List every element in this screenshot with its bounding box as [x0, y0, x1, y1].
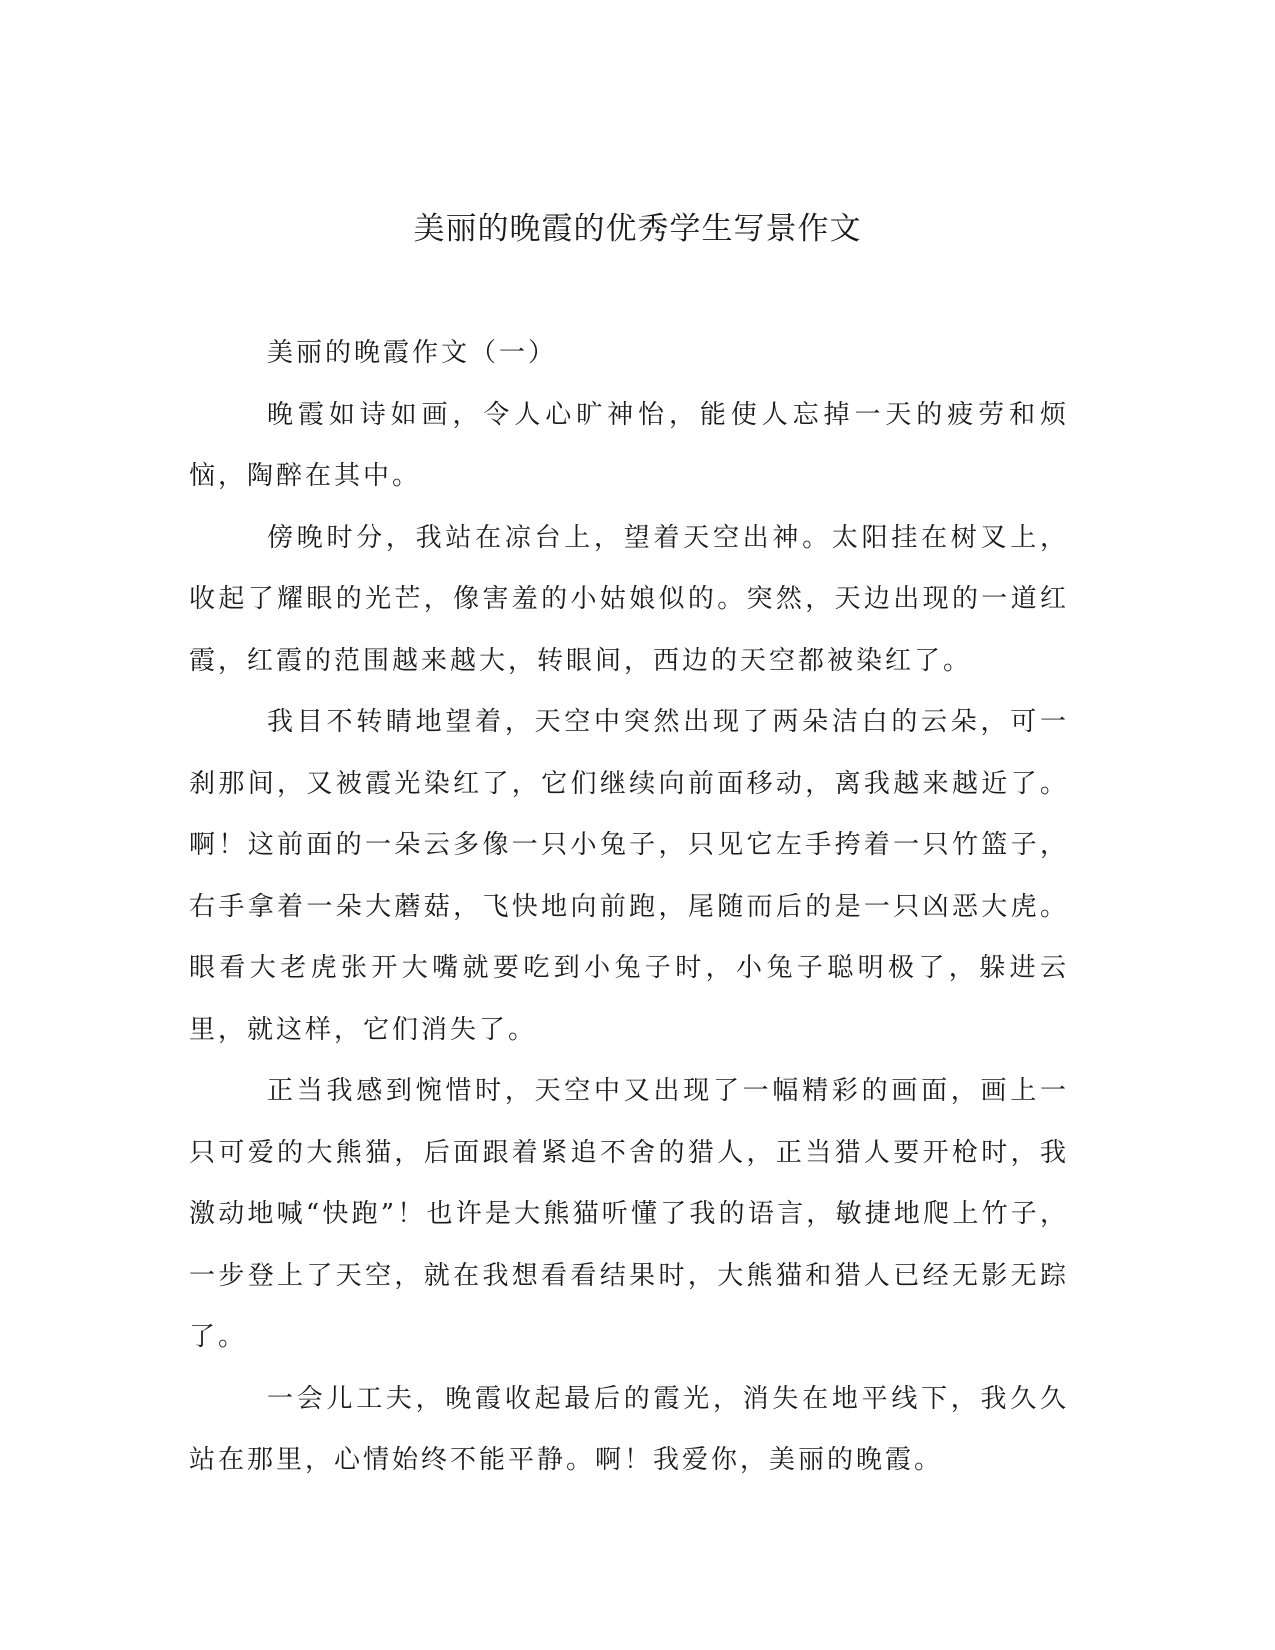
document-title: 美丽的晚霞的优秀学生写景作文	[413, 211, 862, 247]
paragraph: 傍晚时分，我站在凉台上，望着天空出神。太阳挂在树叉上，收起了耀眼的光芒，像害羞的小姑娘似的。突然，天边出现的一道红霞，红霞的范围越来越大，转眼间，西边的天空都被染红了。	[189, 522, 1069, 676]
paragraph: 我目不转睛地望着，天空中突然出现了两朵洁白的云朵，可一刹那间，又被霞光染红了，它们继续向前面移动，离我越来越近了。啊！这前面的一朵云多像一只小兔子，只见它左手挎着一只竹篮子，右手拿着一朵大蘑菇，飞快地向前跑，尾随而后的是一只凶恶大虎。眼看大老虎张开大嘴就要吃到小兔子时，小兔子聪明极了，躲进云里，就这样，它们消失了。	[189, 707, 1069, 1045]
paragraph: 晚霞如诗如画，令人心旷神怡，能使人忘掉一天的疲劳和烦恼，陶醉在其中。	[189, 399, 1069, 491]
essay-body	[189, 323, 1069, 1492]
paragraph: 一会儿工夫，晚霞收起最后的霞光，消失在地平线下，我久久站在那里，心情始终不能平静。啊！我爱你，美丽的晚霞。	[189, 1383, 1069, 1475]
paragraph: 正当我感到惋惜时，天空中又出现了一幅精彩的画面，画上一只可爱的大熊猫，后面跟着紧追不舍的猎人，正当猎人要开枪时，我激动地喊“快跑”！也许是大熊猫听懂了我的语言，敏捷地爬上竹子，一步登上了天空，就在我想看看结果时，大熊猫和猎人已经无影无踪了。	[189, 1076, 1069, 1352]
essay-subheading: 美丽的晚霞作文（一）	[267, 338, 558, 368]
